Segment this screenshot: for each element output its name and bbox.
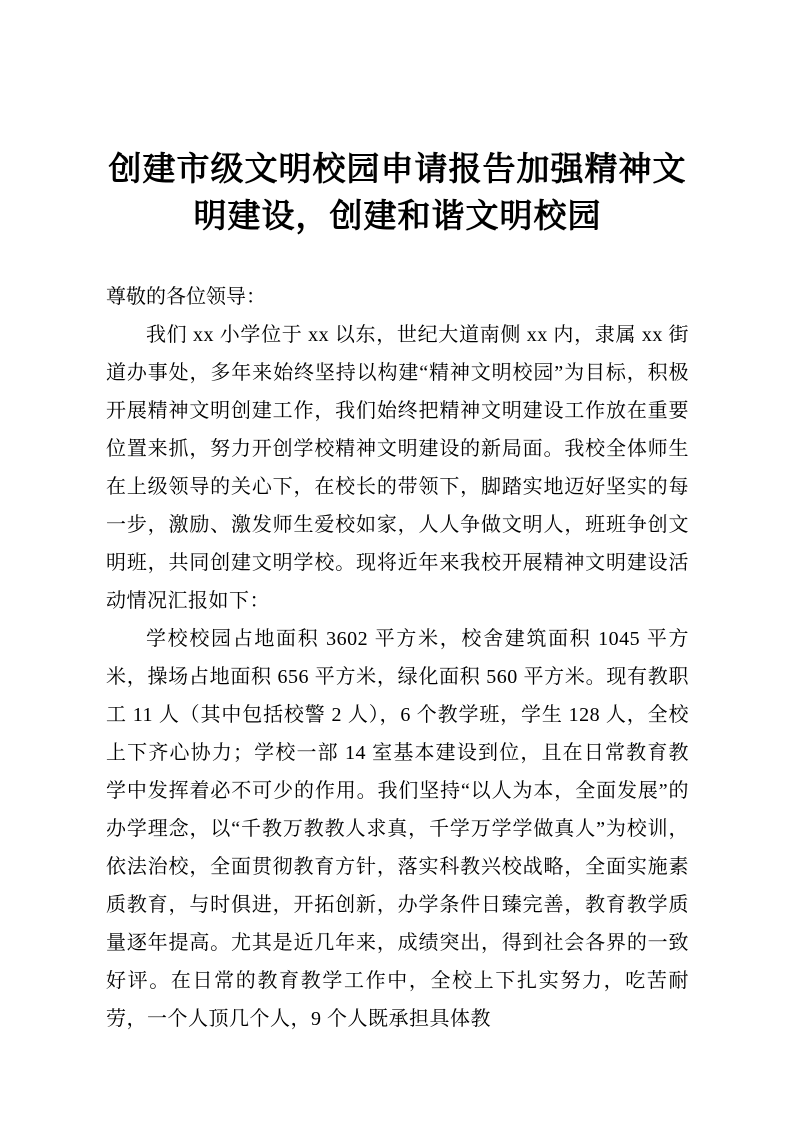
salutation-line: 尊敬的各位领导： <box>106 285 266 308</box>
body-paragraph: 我们 xx 小学位于 xx 以东，世纪大道南侧 xx 内，隶属 xx 街道办事处，多年来始终坚持以构建“精神文明校园”为目标，积极开展精神文明创建工作，我们始终把精神文明建设工作放在重要位置来抓，努力开创学校精神文明建设的新局面。我校全体师生在上级领导的关心下，在校长的带领下，脚踏实地迈好坚实的每一步，激励、激发师生爱校如家，人人争做文明人，班班争创文明班，共同创建文明学校。现将近年来我校开展精神文明建设活动情况汇报如下： <box>106 323 689 612</box>
body-paragraph: 学校校园占地面积 3602 平方米，校舍建筑面积 1045 平方米，操场占地面积 656 平方米，绿化面积 560 平方米。现有教职工 11 人（其中包括校警 2 人），6 个教学班，学生 128 人，全校上下齐心协力；学校一部 14 室基本建设到位，且在日常教育教学中发挥着必不可少的作用。我们坚持“以人为本，全面发展”的办学理念，以“千教万教教人求真，千学万学学做真人”为校训，依法治校，全面贯彻教育方针，落实科教兴校战略，全面实施素质教育，与时俱进，开拓创新，办学条件日臻完善，教育教学质量逐年提高。尤其是近几年来，成绩突出，得到社会各界的一致好评。在日常的教育教学工作中，全校上下扎实努力，吃苦耐劳，一个人顶几个人，9 个人既承担具体教 <box>106 627 689 1030</box>
document-title: 创建市级文明校园申请报告加强精神文明建设，创建和谐文明校园 <box>108 150 687 234</box>
